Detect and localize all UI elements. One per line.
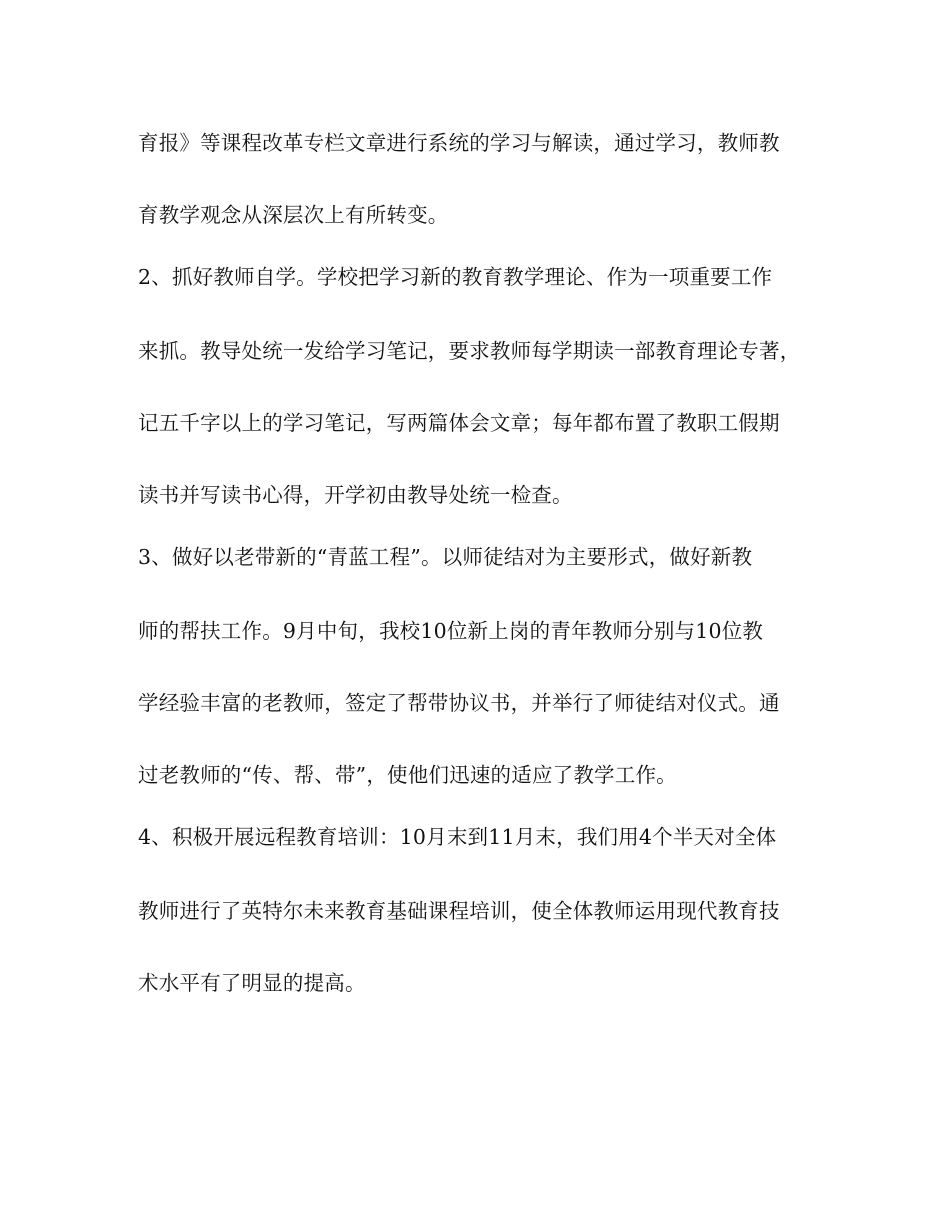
text-line: 2、抓好教师自学。学校把学习新的教育教学理论、作为一项重要工作: [138, 265, 773, 289]
text-line: 读书并写读书心得，开学初由教导处统一检查。: [138, 483, 573, 507]
text-line: 学经验丰富的老教师，签定了帮带协议书，并举行了师徒结对仪式。通: [138, 691, 780, 715]
text-line: 3、做好以老带新的“青蓝工程”。以师徒结对为主要形式，做好新教: [138, 545, 753, 569]
text-line: 师的帮扶工作。9月中旬，我校10位新上岗的青年教师分别与10位教: [138, 619, 764, 643]
text-line: 4、积极开展远程教育培训：10月末到11月末，我们用4个半天对全体: [138, 825, 777, 849]
text-line: 育报》等课程改革专栏文章进行系统的学习与解读，通过学习，教师教: [138, 131, 780, 155]
text-line: 育教学观念从深层次上有所转变。: [138, 203, 449, 227]
text-line: 教师进行了英特尔未来教育基础课程培训，使全体教师运用现代教育技: [138, 899, 780, 923]
text-line: 来抓。教导处统一发给学习笔记，要求教师每学期读一部教育理论专著，: [138, 339, 801, 363]
text-line: 术水平有了明显的提高。: [138, 971, 366, 995]
text-line: 记五千字以上的学习笔记，写两篇体会文章；每年都布置了教职工假期: [138, 411, 780, 435]
text-line: 过老教师的“传、帮、带”，使他们迅速的适应了教学工作。: [138, 763, 677, 787]
